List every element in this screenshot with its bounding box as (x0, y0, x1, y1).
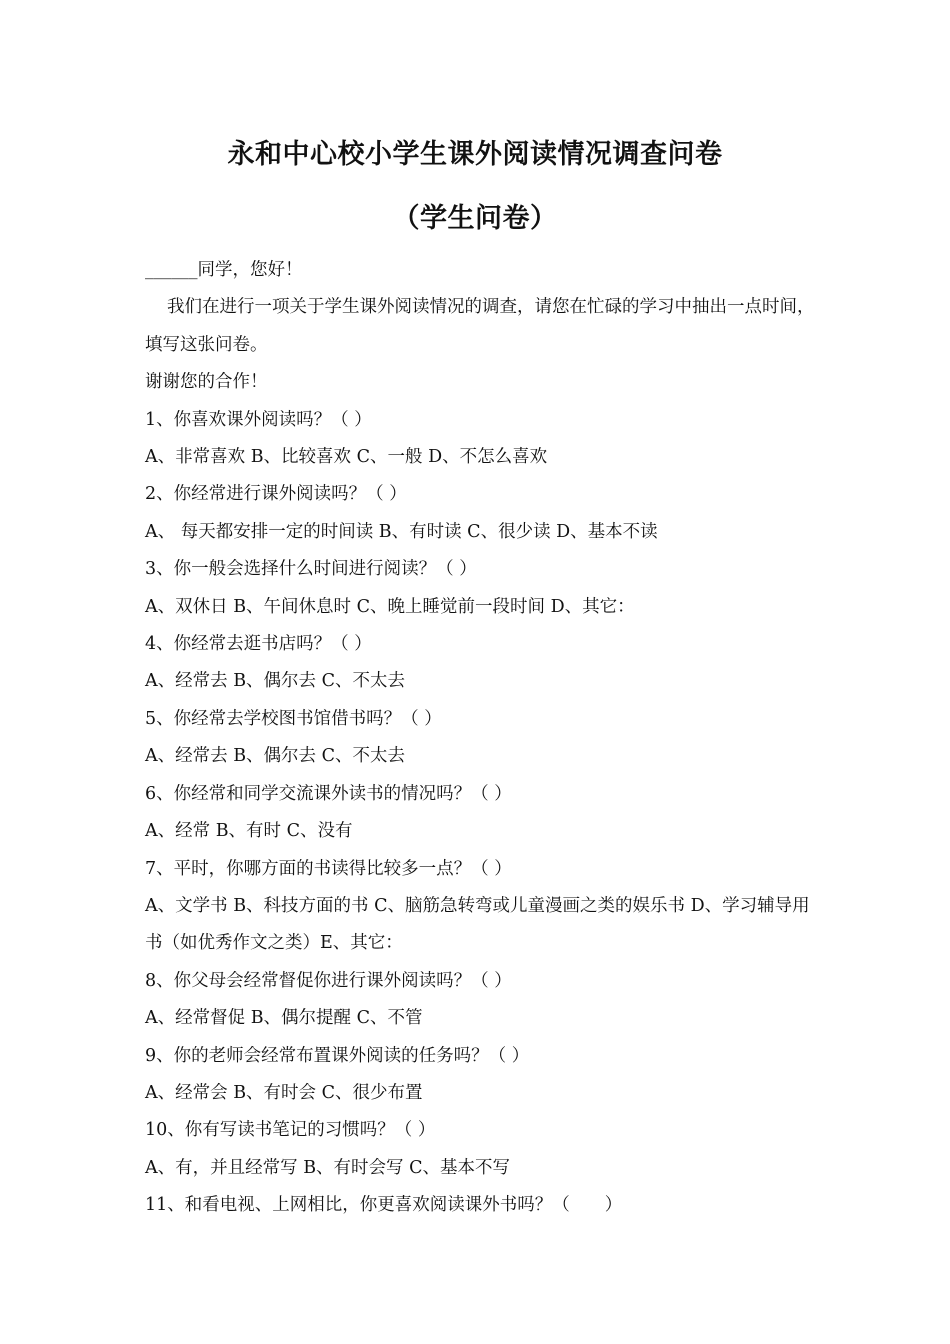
question-9: 9、你的老师会经常布置课外阅读的任务吗？（ ） (145, 1045, 530, 1066)
answer-options-4: A、经常去 B、偶尔去 C、不太去 (145, 671, 406, 692)
question-11: 11、和看电视、上网相比，你更喜欢阅读课外书吗？（ ） (145, 1195, 623, 1216)
question-10: 10、你有写读书笔记的习惯吗？（ ） (145, 1120, 436, 1141)
thanks-line: 谢谢您的合作！ (145, 372, 268, 393)
answer-options-3: A、双休日 B、午间休息时 C、晚上睡觉前一段时间 D、其它： (145, 596, 635, 617)
question-2: 2、你经常进行课外阅读吗？（ ） (145, 484, 407, 505)
answer-options-1: A、非常喜欢 B、比较喜欢 C、一般 D、不怎么喜欢 (145, 447, 548, 468)
answer-options-9: A、经常会 B、有时会 C、很少布置 (145, 1082, 423, 1103)
question-6: 6、你经常和同学交流课外读书的情况吗？（ ） (145, 783, 512, 804)
question-4: 4、你经常去逛书店吗？（ ） (145, 634, 372, 655)
answer-options-7: A、文学书 B、科技方面的书 C、脑筋急转弯或儿童漫画之类的娱乐书 D、学习辅导用书（如优秀作文之类）E、其它： (145, 895, 810, 954)
answer-options-2: A、 每天都安排一定的时间读 B、有时读 C、很少读 D、基本不读 (145, 521, 658, 542)
document-title: 永和中心校小学生课外阅读情况调查问卷 (227, 139, 723, 170)
answer-options-6: A、经常 B、有时 C、没有 (145, 821, 353, 842)
question-8: 8、你父母会经常督促你进行课外阅读吗？（ ） (145, 970, 512, 991)
greeting: ______同学，您好！ (145, 260, 303, 280)
answer-options-10: A、有，并且经常写 B、有时会写 C、基本不写 (145, 1157, 511, 1178)
question-5: 5、你经常去学校图书馆借书吗？（ ） (145, 708, 442, 729)
question-3: 3、你一般会选择什么时间进行阅读？（ ） (145, 559, 477, 580)
answer-options-8: A、经常督促 B、偶尔提醒 C、不管 (145, 1008, 423, 1029)
document-subtitle: （学生问卷） (392, 203, 558, 234)
question-7: 7、平时，你哪方面的书读得比较多一点？（ ） (145, 858, 512, 879)
questionnaire-body (145, 252, 815, 1225)
question-1: 1、你喜欢课外阅读吗？（ ） (145, 409, 372, 430)
answer-options-5: A、经常去 B、偶尔去 C、不太去 (145, 746, 406, 767)
intro-paragraph: 我们在进行一项关于学生课外阅读情况的调查，请您在忙碌的学习中抽出一点时间，填写这张问卷。 (145, 297, 815, 355)
